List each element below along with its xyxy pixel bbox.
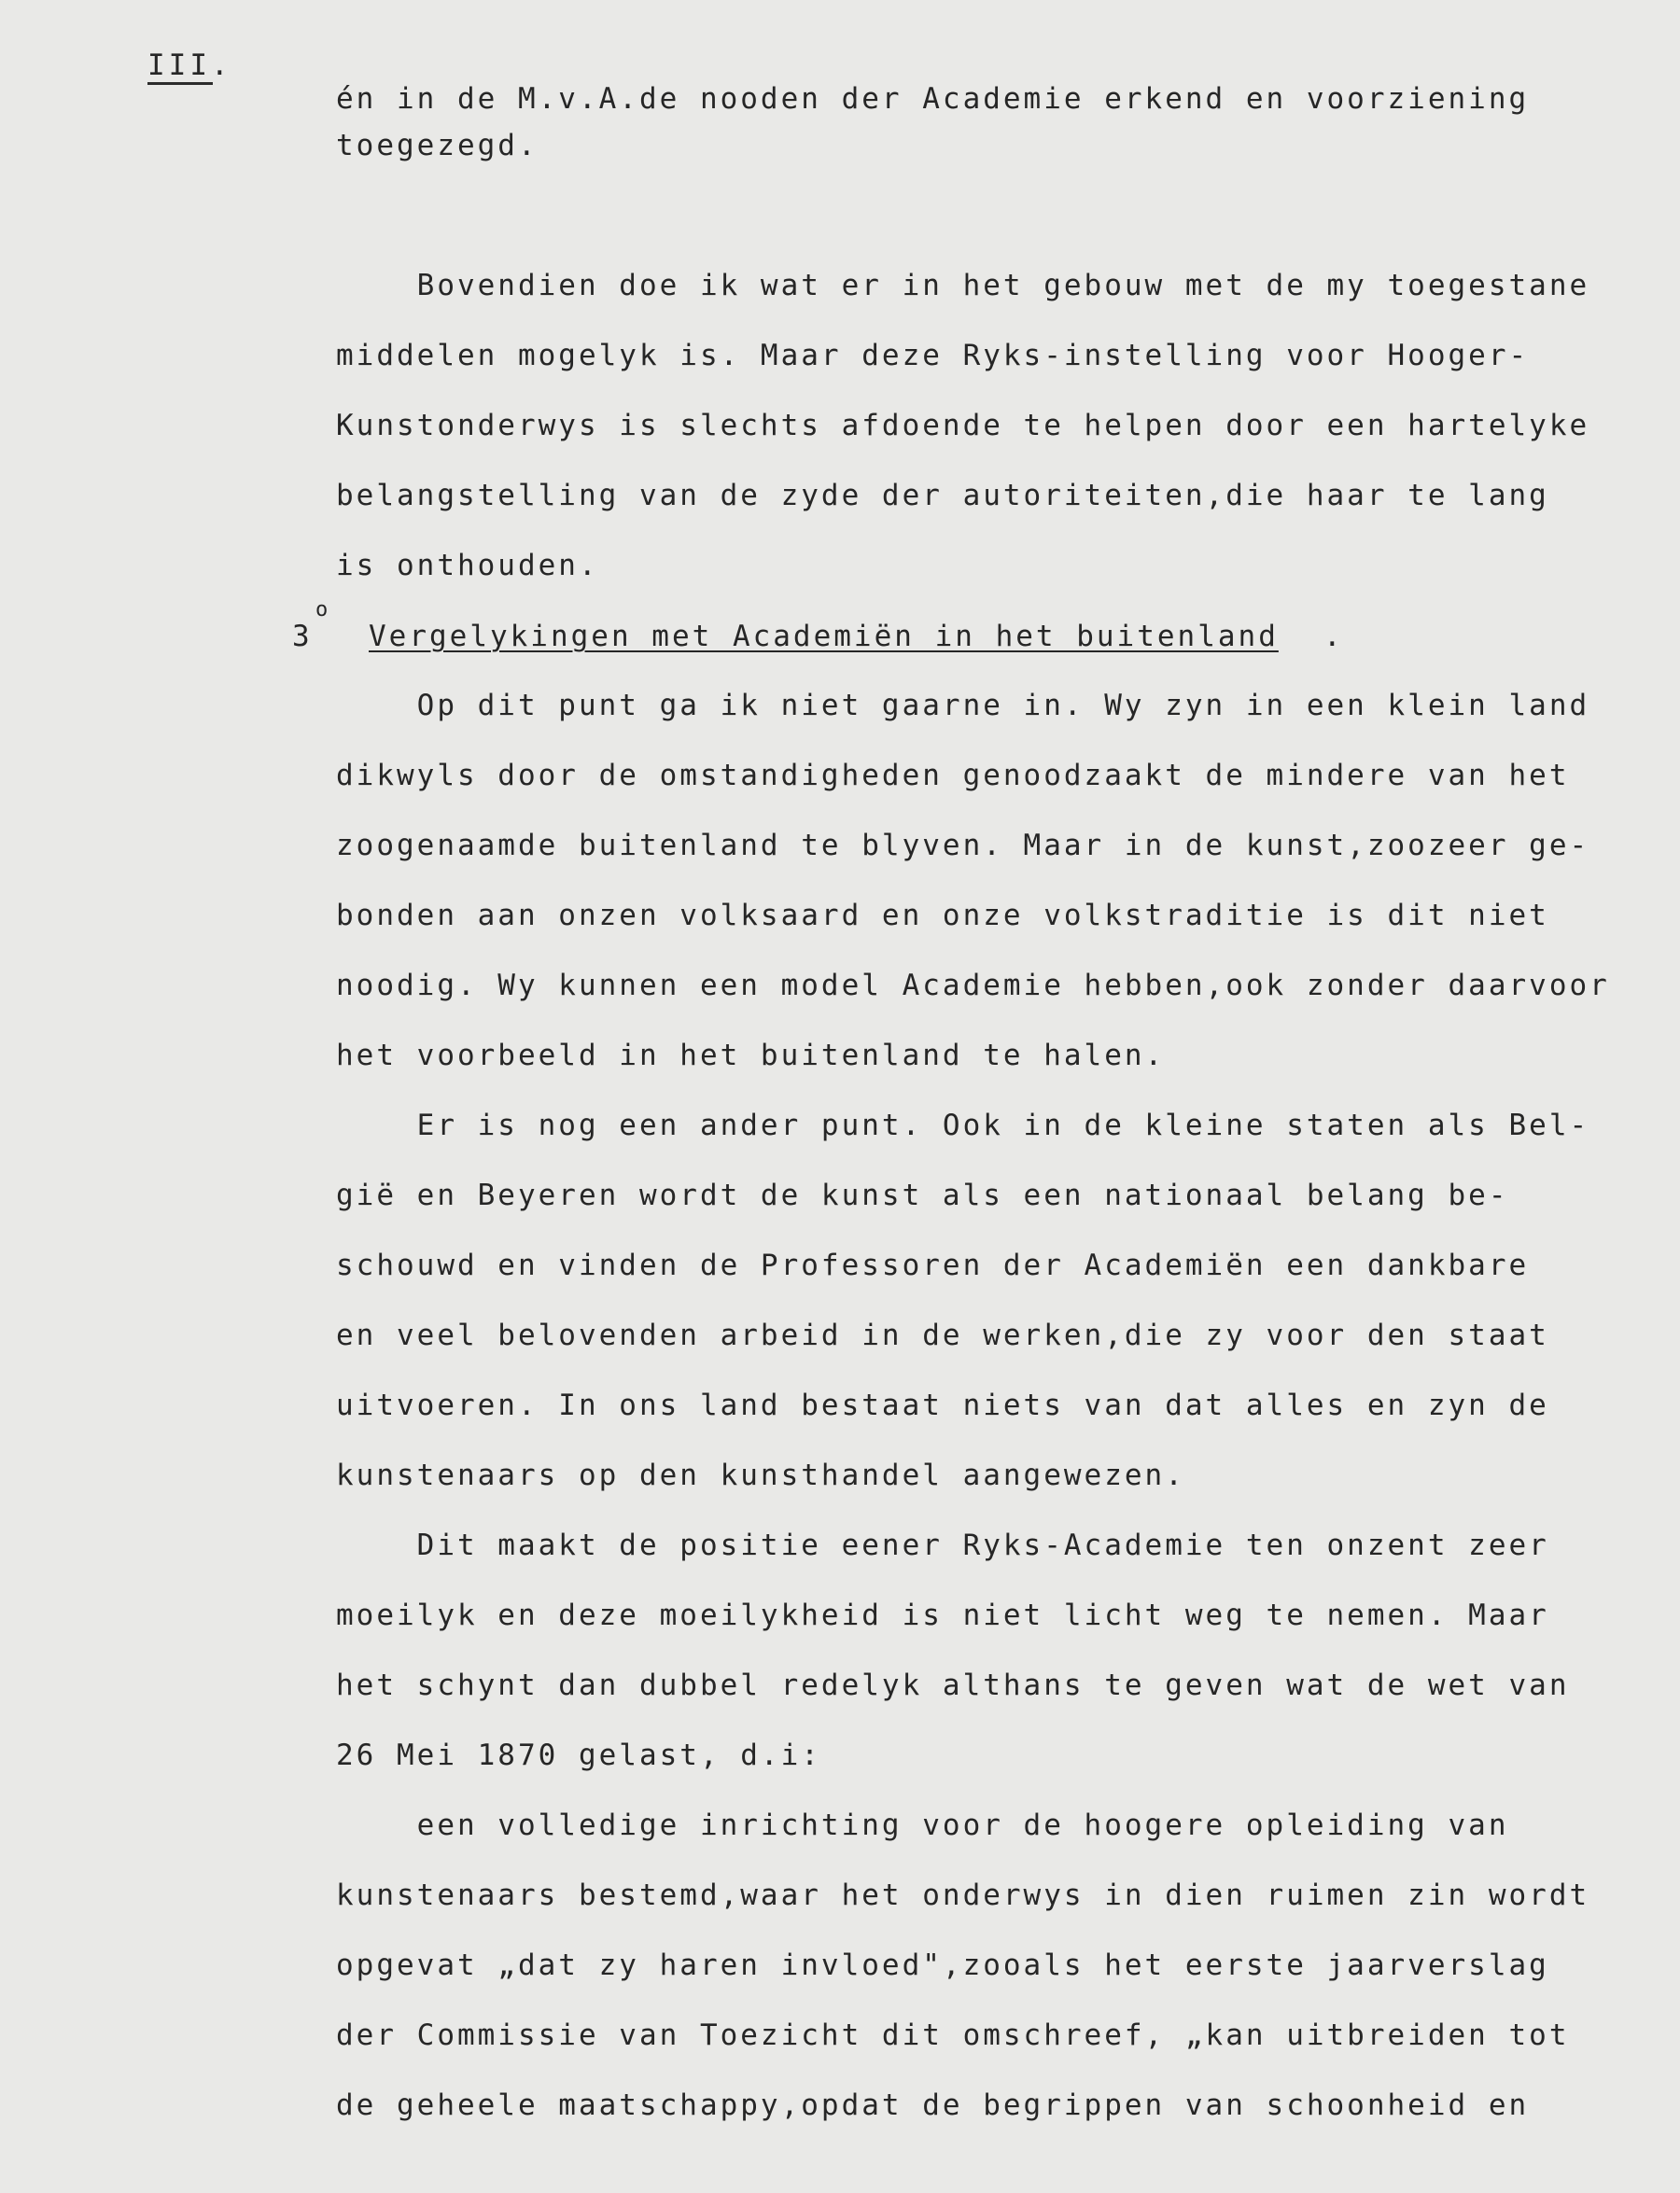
text-line: toegezegd. (336, 129, 539, 162)
text-line: opgevat „dat zy haren invloed",zooals het eerste jaarverslag (336, 1949, 1549, 1982)
text-line: 26 Mei 1870 gelast, d.i: (336, 1739, 821, 1772)
text-line: zoogenaamde buitenland te blyven. Maar in de kunst,zoozeer ge- (336, 829, 1590, 862)
text-line: Op dit punt ga ik niet gaarne in. Wy zyn in een klein land (336, 689, 1590, 722)
text-line: en veel belovenden arbeid in de werken,die zy voor den staat (336, 1319, 1549, 1352)
page-number-underline (147, 82, 213, 85)
text-line: gië en Beyeren wordt de kunst als een nationaal belang be- (336, 1179, 1509, 1212)
section-heading-period: . (1323, 620, 1344, 653)
text-line: kunstenaars bestemd,waar het onderwys in dien ruimen zin wordt (336, 1879, 1590, 1912)
text-line: de geheele maatschappy,opdat de begrippen van schoonheid en (336, 2088, 1530, 2122)
text-line: belangstelling van de zyde der autoriteiten,die haar te lang (336, 479, 1549, 512)
page-number: III. (147, 49, 232, 82)
text-line: is onthouden. (336, 549, 599, 582)
text-line: Dit maakt de positie eener Ryks-Academie ten onzent zeer (336, 1529, 1549, 1562)
text-line: Er is nog een ander punt. Ook in de kleine staten als Bel- (336, 1109, 1590, 1142)
section-heading: Vergelykingen met Academiën in het buitenland (369, 620, 1279, 653)
text-line: een volledige inrichting voor de hoogere opleiding van (336, 1809, 1509, 1842)
text-line: uitvoeren. In ons land bestaat niets van dat alles en zyn de (336, 1389, 1549, 1422)
text-line: het schynt dan dubbel redelyk althans te geven wat de wet van (336, 1669, 1570, 1702)
text-line: Kunstonderwys is slechts afdoende te helpen door een hartelyke (336, 409, 1590, 442)
text-line: het voorbeeld in het buitenland te halen. (336, 1039, 1166, 1072)
section-number: 3 (292, 620, 313, 653)
text-line: én in de M.v.A.de nooden der Academie erkend en voorziening (336, 82, 1530, 116)
text-line: moeilyk en deze moeilykheid is niet licht weg te nemen. Maar (336, 1599, 1549, 1632)
text-line: schouwd en vinden de Professoren der Academiën een dankbare (336, 1249, 1530, 1282)
text-line: noodig. Wy kunnen een model Academie hebben,ook zonder daarvoor (336, 969, 1610, 1002)
section-degree-mark: o (315, 598, 329, 622)
text-line: kunstenaars op den kunsthandel aangewezen. (336, 1459, 1185, 1492)
text-line: dikwyls door de omstandigheden genoodzaakt de mindere van het (336, 759, 1570, 792)
text-line: bonden aan onzen volksaard en onze volkstraditie is dit niet (336, 899, 1549, 932)
text-line: der Commissie van Toezicht dit omschreef, „kan uitbreiden tot (336, 2018, 1570, 2052)
text-line: middelen mogelyk is. Maar deze Ryks-instelling voor Hooger- (336, 339, 1530, 372)
text-line: Bovendien doe ik wat er in het gebouw met de my toegestane (336, 269, 1590, 302)
